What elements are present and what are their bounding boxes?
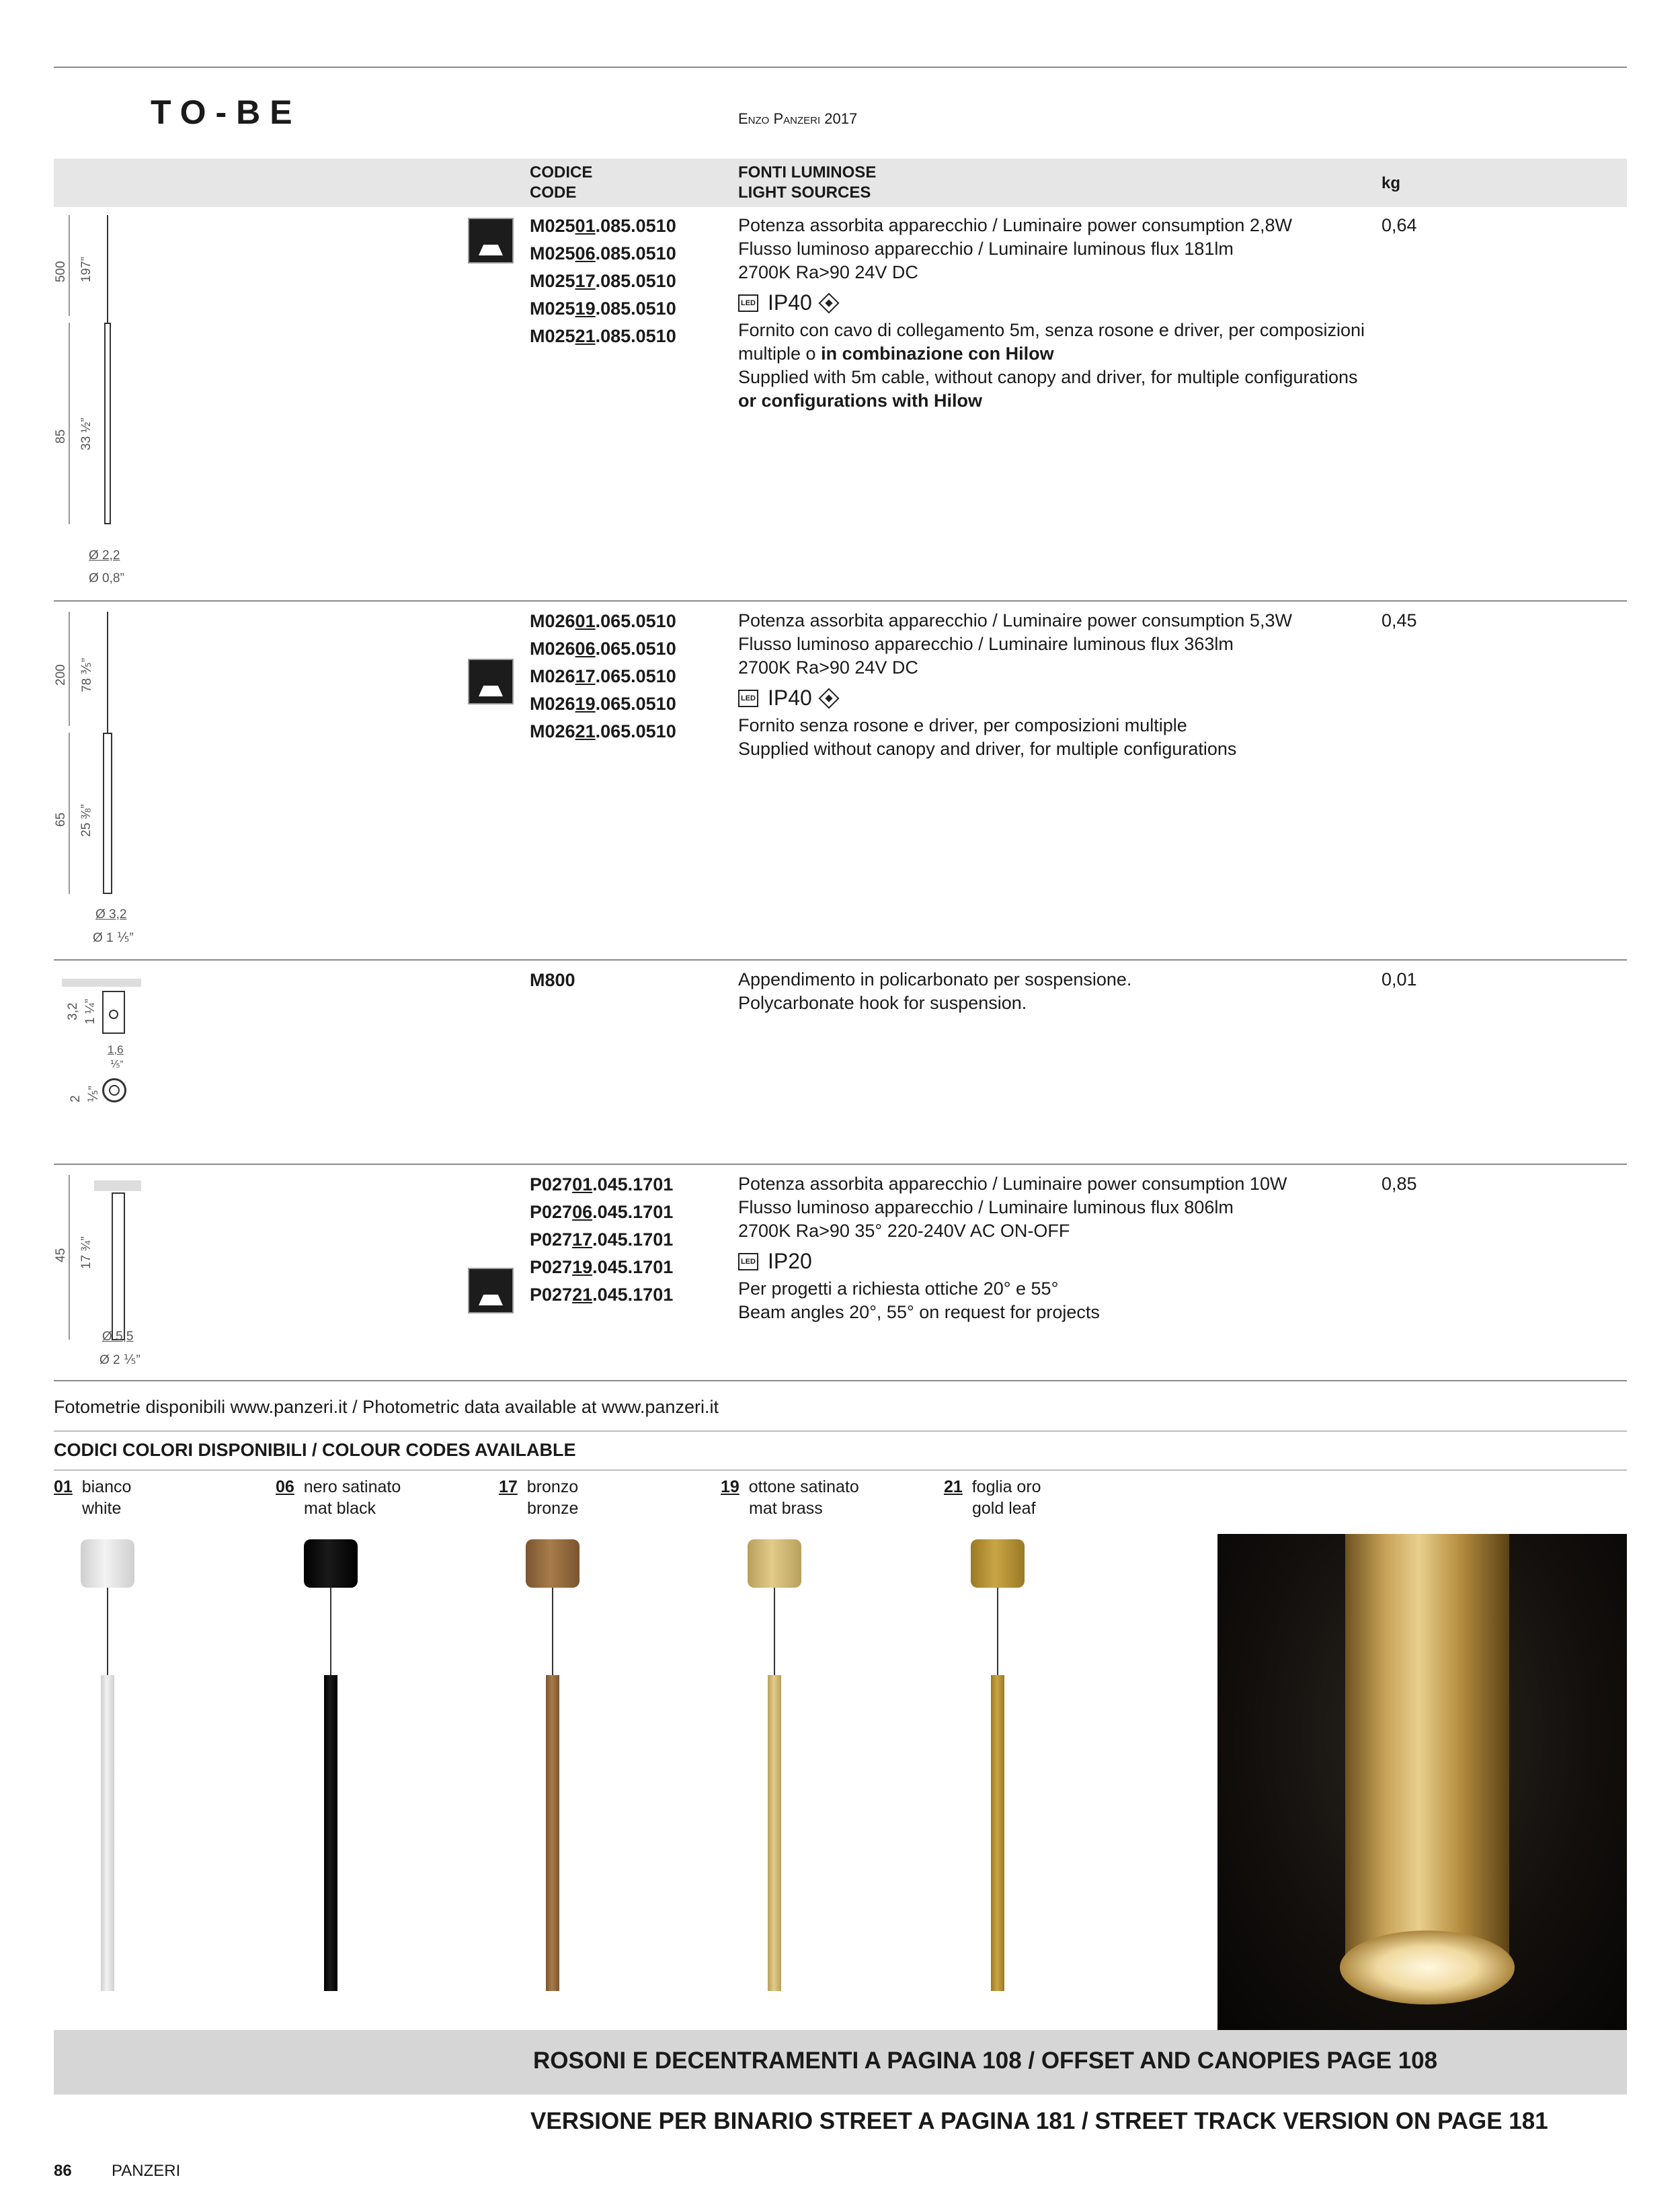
photo-light-opening [1340, 1931, 1515, 2004]
dim-h-in: 1 ¼” [83, 998, 97, 1024]
ceiling-plate [94, 1180, 141, 1191]
code-row: M02621.065.0510 [530, 721, 676, 741]
canopy [81, 1539, 134, 1588]
ceiling-plate [62, 979, 141, 987]
hook-top-inner [109, 1085, 120, 1096]
dim-bot-in: 33 ½” [79, 417, 93, 450]
dim-bot-in: 25 ⅜” [79, 804, 93, 837]
colour-01-label: 01 bianco white [54, 1477, 132, 1518]
dim-top-in: 78 ⅗” [80, 657, 94, 692]
code-row: P02719.045.1701 [530, 1257, 674, 1277]
colour-pendant-21 [971, 1539, 1025, 1996]
product-1-weight: 0,64 [1382, 215, 1417, 235]
tube [991, 1675, 1004, 1991]
code-row: P02717.045.1701 [530, 1229, 674, 1250]
col-header-sources [738, 163, 876, 203]
dim-top-cm: 500 [54, 261, 68, 282]
code-row: M02606.065.0510 [530, 639, 676, 659]
product-photo [1217, 1534, 1627, 2030]
note-en-2: or configurations with Hilow [738, 391, 982, 411]
cable [330, 1588, 331, 1675]
class-symbol-icon [818, 688, 839, 708]
dim-d-in: ⅕” [87, 1086, 101, 1102]
offset-banner-text: ROSONI E DECENTRAMENTI A PAGINA 108 / OFFSET AND CANOPIES PAGE 108 [533, 2047, 1438, 2074]
ip-rating-row [738, 1250, 1397, 1273]
ip-rating: IP40 [768, 686, 812, 710]
colour-codes-title: CODICI COLORI DISPONIBILI / COLOUR CODES AVAILABLE [54, 1440, 576, 1460]
dim-line [69, 733, 70, 894]
colour-19-label: 19 ottone satinato mat brass [721, 1477, 859, 1518]
code-row: M800 [530, 970, 575, 990]
product-1-drawing [54, 215, 175, 592]
row-divider [54, 600, 1627, 602]
tube [768, 1675, 781, 1991]
flux-text: Flusso luminoso apparecchio / Luminaire luminous flux 181lm [738, 239, 1234, 259]
ip-rating-row [738, 291, 1397, 315]
code-row: P02706.045.1701 [530, 1202, 674, 1222]
ip-rating: IP40 [768, 290, 812, 315]
tube [101, 1675, 114, 1991]
colour-21-label: 21 foglia oro gold leaf [944, 1477, 1041, 1518]
colour-06-label: 06 nero satinato mat black [276, 1477, 401, 1518]
class-symbol-icon [818, 292, 839, 313]
power-text: Potenza assorbita apparecchio / Luminaire power consumption 10W [738, 1174, 1287, 1194]
dim-dia-cm: Ø 2,2 [89, 549, 120, 563]
tube-body [103, 733, 112, 894]
dim-dia-cm: Ø 3,2 [95, 907, 127, 922]
footer-brand: PANZERI [112, 2162, 181, 2180]
code-row: P02701.045.1701 [530, 1174, 674, 1194]
power-text: Potenza assorbita apparecchio / Luminaire power consumption 5,3W [738, 610, 1292, 631]
divider [54, 1430, 1627, 1432]
tube [546, 1675, 559, 1991]
note-it: Fornito con cavo di collegamento 5m, senza rosone e driver, per composizioni [738, 320, 1365, 340]
col-header-code [530, 163, 592, 203]
code-row: M02501.085.0510 [530, 216, 676, 236]
ip-rating-row [738, 686, 1397, 710]
dim-d-cm: 2 [69, 1095, 83, 1102]
product-3-codes [530, 967, 575, 994]
note-en: Supplied with 5m cable, without canopy and driver, for multiple configurations [738, 367, 1358, 387]
canopy [971, 1539, 1025, 1588]
page-number: 86 [54, 2162, 72, 2180]
street-track-note: VERSIONE PER BINARIO STREET A PAGINA 181 / STREET TRACK VERSION ON PAGE 181 [530, 2108, 1548, 2134]
dim-w-cm: 1,6 [108, 1043, 124, 1056]
product-1-description [738, 214, 1397, 413]
track-icon [468, 659, 514, 704]
dim-line [69, 215, 70, 316]
note-en: Supplied without canopy and driver, for multiple configurations [738, 739, 1237, 759]
top-rule [54, 67, 1627, 68]
colour-pendant-19 [748, 1539, 801, 1996]
col-header-kg: kg [1382, 174, 1401, 192]
code-row: M02506.085.0510 [530, 243, 676, 263]
dim-dia-in: Ø 1 ⅕” [93, 931, 134, 945]
cable [997, 1588, 998, 1675]
col-header-code-it: CODICE [530, 163, 593, 181]
page-title: TO-BE [151, 93, 302, 131]
flux-text: Flusso luminoso apparecchio / Luminaire luminous flux 806lm [738, 1197, 1234, 1217]
col-header-src-en: LIGHT SOURCES [738, 184, 871, 202]
note-it: Fornito senza rosone e driver, per composizioni multiple [738, 715, 1187, 735]
product-2-drawing [54, 612, 175, 948]
spec-text: 2700K Ra>90 24V DC [738, 262, 918, 282]
product-4-description [738, 1172, 1397, 1324]
product-4-weight: 0,85 [1382, 1174, 1417, 1194]
dim-w-in: ⅕” [110, 1059, 124, 1070]
colour-pendant-06 [304, 1539, 358, 1996]
dim-dia-in: Ø 0,8” [89, 571, 124, 585]
note-it: Per progetti a richiesta ottiche 20° e 55° [738, 1279, 1059, 1299]
product-4-codes [530, 1171, 673, 1309]
dim-h-cm: 3,2 [66, 1002, 80, 1020]
product-2-weight: 0,45 [1382, 610, 1417, 631]
note-it-2: multiple o in combinazione con Hilow [738, 343, 1054, 364]
dim-dia-cm: Ø 5,5 [102, 1330, 134, 1344]
row-divider [54, 1164, 1627, 1165]
photo-tube [1345, 1534, 1509, 1964]
product-3-drawing [54, 968, 188, 1143]
col-header-code-en: CODE [530, 184, 577, 202]
colour-17-label: 17 bronzo bronze [499, 1477, 579, 1518]
divider [54, 1469, 1627, 1471]
canopy [304, 1539, 358, 1588]
row-divider [54, 959, 1627, 961]
code-row: M02617.065.0510 [530, 666, 676, 686]
product-3-description [738, 968, 1397, 1015]
led-icon: LED [738, 1253, 758, 1270]
cable [774, 1588, 775, 1675]
code-row: M02601.065.0510 [530, 611, 676, 631]
code-row: M02521.085.0510 [530, 326, 676, 346]
tube-body [112, 1192, 125, 1340]
hook-hole [109, 1010, 118, 1019]
tube-body [104, 323, 111, 524]
note-en: Beam angles 20°, 55° on request for projects [738, 1302, 1100, 1322]
cable [552, 1588, 553, 1675]
product-2-description [738, 609, 1397, 761]
tube [324, 1675, 337, 1991]
colour-pendant-17 [526, 1539, 579, 1996]
dim-bot-cm: 85 [54, 429, 68, 444]
product-4-drawing [54, 1175, 188, 1377]
col-header-src-it: FONTI LUMINOSE [738, 163, 877, 181]
photometric-note: Fotometrie disponibili www.panzeri.it / Photometric data available at www.panzeri.it [54, 1397, 719, 1417]
code-row: M02517.085.0510 [530, 271, 676, 291]
product-2-codes [530, 608, 676, 745]
dim-line [69, 1175, 70, 1340]
dim-line [69, 612, 70, 726]
colour-pendant-01 [81, 1539, 134, 1996]
designer-credit: Enzo Panzeri 2017 [738, 110, 858, 127]
cable [107, 612, 108, 733]
led-icon: LED [738, 690, 758, 707]
cable [107, 1588, 108, 1675]
led-icon: LED [738, 294, 758, 312]
power-text: Potenza assorbita apparecchio / Luminaire power consumption 2,8W [738, 215, 1292, 235]
track-icon [468, 218, 514, 263]
desc-it: Appendimento in policarbonato per sospensione. [738, 969, 1132, 989]
dim-top-cm: 200 [54, 664, 68, 686]
cable [107, 215, 108, 323]
spec-text: 2700K Ra>90 24V DC [738, 657, 918, 678]
code-row: M02619.065.0510 [530, 694, 676, 714]
track-icon [468, 1268, 514, 1313]
canopy [526, 1539, 579, 1588]
dim-top-in: 197” [79, 256, 93, 282]
dim-bot-cm: 65 [54, 812, 68, 827]
product-3-weight: 0,01 [1382, 969, 1417, 989]
row-divider [54, 1380, 1627, 1381]
product-1-codes [530, 212, 676, 350]
ip-rating: IP20 [768, 1249, 812, 1273]
dim-h-in: 17 ¾” [79, 1236, 93, 1269]
code-row: M02519.085.0510 [530, 298, 676, 319]
dim-dia-in: Ø 2 ⅕” [99, 1353, 141, 1367]
code-row: P02721.045.1701 [530, 1285, 674, 1305]
spec-text: 2700K Ra>90 35° 220-240V AC ON-OFF [738, 1221, 1070, 1241]
canopy [748, 1539, 801, 1588]
flux-text: Flusso luminoso apparecchio / Luminaire luminous flux 363lm [738, 634, 1234, 654]
dim-h-cm: 45 [54, 1248, 68, 1262]
desc-en: Polycarbonate hook for suspension. [738, 993, 1027, 1013]
dim-line [69, 323, 70, 524]
